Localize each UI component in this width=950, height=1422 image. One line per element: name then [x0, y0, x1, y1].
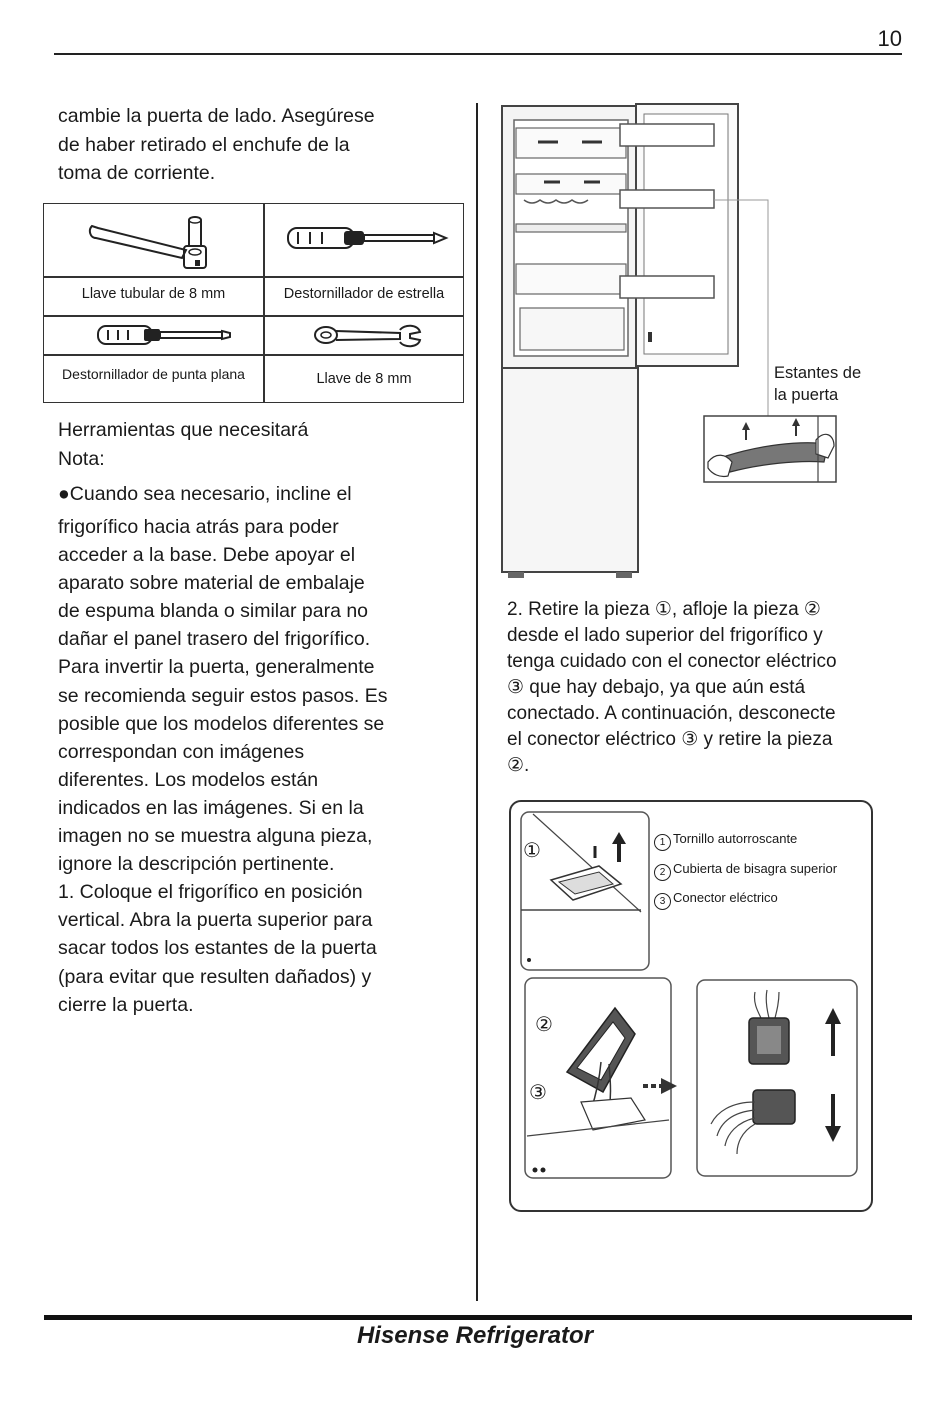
callout-3: ③ [529, 1082, 547, 1104]
note-line: aparato sobre material de embalaje [58, 572, 365, 595]
legend-label: Cubierta de bisagra superior [673, 861, 838, 876]
open-end-wrench-icon [312, 322, 424, 350]
tool-label: Destornillador de punta plana [62, 366, 245, 382]
phillips-screwdriver-icon [286, 220, 450, 254]
legend-number: 3 [654, 893, 671, 910]
legend-number: 2 [654, 864, 671, 881]
socket-wrench-icon [84, 212, 224, 272]
step-2-line: 2. Retire la pieza ①, afloje la pieza ② [507, 599, 821, 620]
note-line: frigorífico hacia atrás para poder [58, 516, 339, 538]
intro-paragraph [58, 102, 468, 188]
intro-line: toma de corriente. [58, 162, 216, 185]
note-line: vertical. Abra la puerta superior para [58, 909, 373, 932]
legend-item [654, 890, 778, 910]
tools-table [43, 203, 464, 403]
tools-caption-block [58, 416, 468, 473]
callout-1: ① [523, 840, 541, 862]
note-line: sacar todos los estantes de la puerta [58, 937, 377, 960]
note-first-line [58, 480, 468, 509]
note-line: indicados en las imágenes. Si en la [58, 796, 364, 819]
note-line: correspondan con imágenes [58, 740, 305, 763]
callout-2: ② [535, 1014, 553, 1036]
step-2-paragraph [507, 597, 897, 779]
tool-label: Llave de 8 mm [316, 371, 412, 387]
door-shelves-label-line: la puerta [774, 386, 839, 404]
note-line: diferentes. Los modelos están [58, 768, 319, 791]
note-line: dañar el panel trasero del frigorífico. [58, 628, 371, 651]
step-2-line: desde el lado superior del frigorífico y [507, 625, 823, 646]
legend-item [654, 831, 797, 851]
note-line: se recomienda seguir estos pasos. Es [58, 684, 388, 707]
table-divider [44, 315, 463, 317]
column-divider [476, 103, 478, 1301]
note-line: Para invertir la puerta, generalmente [58, 656, 375, 679]
note-line: de espuma blanda o similar para no [58, 600, 369, 623]
tool-label: Llave tubular de 8 mm [81, 286, 226, 302]
footer-brand: Hisense Refrigerator [356, 1322, 594, 1349]
door-shelves-label [774, 362, 861, 406]
page-number: 10 [877, 26, 902, 51]
step-2-line: el conector eléctrico ③ y retire la pieza [507, 729, 833, 750]
legend-number: 1 [654, 834, 671, 851]
step-2-line: ③ que hay debajo, ya que aún está [507, 677, 806, 698]
note-line: posible que los modelos diferentes se [58, 712, 385, 735]
flat-screwdriver-icon [96, 322, 232, 348]
table-divider [44, 276, 463, 278]
note-line: cierre la puerta. [58, 993, 194, 1016]
note-line: (para evitar que resulten dañados) y [58, 965, 372, 988]
tools-caption: Herramientas que necesitará [58, 419, 309, 441]
step-2-line: conectado. A continuación, desconecte [507, 703, 836, 724]
intro-line: de haber retirado el enchufe de la [58, 133, 350, 156]
step-2-line: tenga cuidado con el conector eléctrico [507, 651, 837, 672]
note-line: acceder a la base. Debe apoyar el [58, 544, 356, 567]
note-line: imagen no se muestra alguna pieza, [58, 825, 373, 848]
table-divider [44, 354, 463, 356]
intro-line: cambie la puerta de lado. Asegúrese [58, 105, 375, 127]
door-shelves-label-line: Estantes de [774, 364, 862, 382]
note-label: Nota: [58, 447, 105, 470]
legend-label: Conector eléctrico [673, 890, 778, 905]
fridge-open-door-illustration [498, 100, 888, 590]
note-paragraph [58, 513, 473, 1019]
step-2-line: ②. [507, 755, 530, 776]
note-bullet-text: Cuando sea necesario, incline el [69, 483, 352, 505]
bullet-icon: ● [58, 483, 70, 505]
tool-label: Destornillador de estrella [283, 286, 445, 302]
note-line: 1. Coloque el frigorífico en posición [58, 881, 363, 904]
legend-item [654, 861, 837, 881]
top-rule [54, 53, 902, 55]
bottom-rule [44, 1315, 912, 1320]
legend-label: Tornillo autorroscante [673, 831, 798, 846]
note-line: ignore la descripción pertinente. [58, 853, 335, 876]
